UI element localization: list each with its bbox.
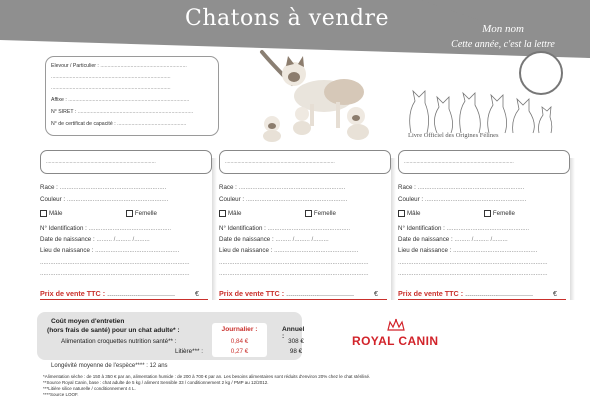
cost-subtitle: (hors frais de santé) pour un chat adulte* : bbox=[47, 327, 180, 334]
yearly-value: 98 € bbox=[289, 348, 303, 355]
owner-block bbox=[428, 22, 578, 52]
maintenance-cost-box bbox=[37, 312, 305, 360]
male-checkbox[interactable] bbox=[40, 210, 47, 217]
id-row: N° Identification : ................................................ bbox=[219, 225, 351, 232]
footnote: *Alimentation sèche : de 150 à 350 € par an, alimentation humide : de 200 à 700 € par an. Les besoins alimentaires sont réduits d'environ 20% chez le chat stérilisé. bbox=[43, 374, 371, 379]
price-underline bbox=[398, 299, 566, 300]
kitten-card-1 bbox=[40, 150, 213, 300]
column-divider bbox=[391, 158, 396, 300]
race-row: Race : .............................................................. bbox=[398, 184, 525, 191]
breeder-row: ................................................................................... bbox=[51, 85, 171, 91]
breeder-row: N° SIRET : ................................................................................ bbox=[51, 109, 194, 115]
extra-line: ....................................................................................... bbox=[40, 270, 190, 277]
owner-letter: Cette année, c'est la lettre bbox=[451, 39, 555, 50]
breeder-row: Affixe : .................................................................................... bbox=[51, 97, 190, 103]
dob-row: Date de naissance : ......... /......... /......... bbox=[40, 236, 150, 243]
male-checkbox[interactable] bbox=[398, 210, 405, 217]
dob-row: Date de naissance : ......... /......... /......... bbox=[398, 236, 508, 243]
price-underline bbox=[40, 299, 208, 300]
column-divider bbox=[212, 158, 217, 300]
kitten-card-2 bbox=[219, 150, 392, 300]
female-checkbox[interactable] bbox=[126, 210, 133, 217]
owner-name: Mon nom bbox=[482, 23, 524, 35]
couleur-row: Couleur : ........................................................... bbox=[398, 196, 527, 203]
cost-row-label: Alimentation croquettes nutrition santé** : bbox=[61, 338, 177, 345]
sex-row: Mâle Femelle bbox=[219, 210, 336, 217]
price-row: Prix de vente TTC : .................................. € bbox=[219, 289, 379, 298]
price-underline bbox=[219, 299, 387, 300]
race-row: Race : .............................................................. bbox=[40, 184, 167, 191]
column-divider bbox=[570, 158, 575, 300]
kitten-card-3 bbox=[398, 150, 571, 300]
dob-row: Date de naissance : ......... /......... /......... bbox=[219, 236, 329, 243]
footnote: **Source Royal Canin, base : chat adulte de 5 kg / aliment Sensible 33 / conditionnement 2 kg / PMP au 12/2012. bbox=[43, 380, 269, 385]
extra-line: ....................................................................................... bbox=[398, 259, 548, 266]
price-row: Prix de vente TTC : .................................. € bbox=[398, 289, 558, 298]
kitten-name-field[interactable]: ............................................................................... bbox=[219, 150, 391, 174]
female-checkbox[interactable] bbox=[484, 210, 491, 217]
female-checkbox[interactable] bbox=[305, 210, 312, 217]
breeder-row: ................................................................................... bbox=[51, 74, 171, 80]
lieu-row: Lieu de naissance : ................................................. bbox=[398, 247, 538, 254]
daily-value: 0,27 € bbox=[230, 348, 249, 355]
kitten-name-field[interactable]: ............................................................................... bbox=[40, 150, 212, 174]
cost-title: Coût moyen d'entretien bbox=[51, 318, 125, 325]
sex-row: Mâle Femelle bbox=[398, 210, 515, 217]
breeder-row: N° de certificat de capacité : ................................................ bbox=[51, 121, 187, 127]
page-title: Chatons à vendre bbox=[185, 6, 390, 31]
daily-value: 0,84 € bbox=[230, 338, 249, 345]
yearly-value: 308 € bbox=[288, 338, 304, 345]
yearly-header: Annuel : bbox=[282, 326, 305, 340]
loof-caption: Livre Officiel des Origines Félines bbox=[408, 132, 499, 139]
extra-line: ....................................................................................... bbox=[219, 259, 369, 266]
kitten-name-field[interactable]: ............................................................................... bbox=[398, 150, 570, 174]
cost-row-label: Litière*** : bbox=[175, 348, 204, 355]
sex-row: Mâle Femelle bbox=[40, 210, 157, 217]
extra-line: ....................................................................................... bbox=[398, 270, 548, 277]
race-row: Race : .............................................................. bbox=[219, 184, 346, 191]
price-row: Prix de vente TTC : .................................. € bbox=[40, 289, 200, 298]
cats-photo bbox=[232, 44, 382, 144]
longevity-text: Longévité moyenne de l'espèce**** : 12 ans bbox=[51, 363, 168, 369]
lieu-row: Lieu de naissance : ................................................. bbox=[40, 247, 180, 254]
extra-line: ....................................................................................... bbox=[40, 259, 190, 266]
id-row: N° Identification : ................................................ bbox=[398, 225, 530, 232]
footnotes bbox=[43, 374, 370, 398]
footnote: ***Litière silice naturelle / conditionnement 4 L. bbox=[43, 386, 136, 391]
couleur-row: Couleur : ........................................................... bbox=[40, 196, 169, 203]
couleur-row: Couleur : ........................................................... bbox=[219, 196, 348, 203]
male-checkbox[interactable] bbox=[219, 210, 226, 217]
extra-line: ....................................................................................... bbox=[219, 270, 369, 277]
footnote: ****Source LOOF. bbox=[43, 392, 79, 397]
breeder-row: Elevour / Particulier : ............................................................ bbox=[51, 63, 187, 69]
breeder-info-box bbox=[45, 56, 219, 136]
royal-canin-logo-text: ROYAL CANIN bbox=[352, 334, 439, 348]
daily-header: Journalier : bbox=[221, 326, 258, 333]
lieu-row: Lieu de naissance : ................................................. bbox=[219, 247, 359, 254]
id-row: N° Identification : ................................................ bbox=[40, 225, 172, 232]
